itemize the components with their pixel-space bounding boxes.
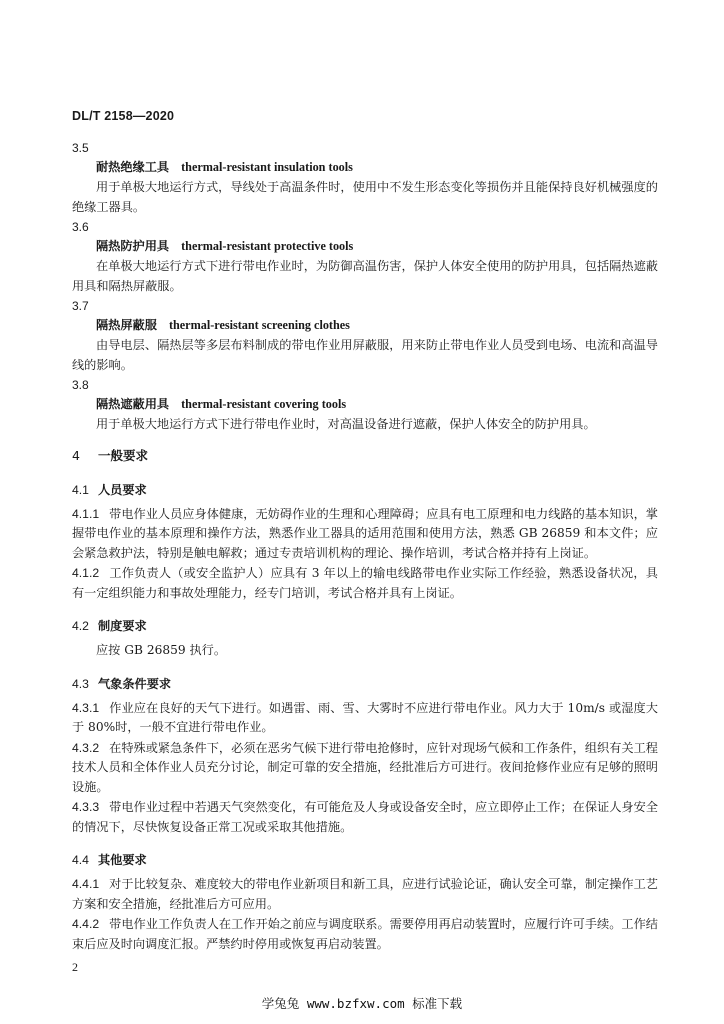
clause	[72, 505, 658, 564]
term-definition: 用于单极大地运行方式，导线处于高温条件时，使用中不发生形态变化等损伤并且能保持良好机械强度的绝缘工器具。	[72, 180, 658, 214]
section-title: 一般要求	[98, 447, 149, 463]
clause-text: 作业应在良好的天气下进行。如遇雷、雨、雪、大雾时不应进行带电作业。风力大于 10m/s 或湿度大于 80%时，一般不宜进行带电作业。	[72, 700, 658, 734]
watermark: 学兔兔 www.bzfxw.com 标准下载	[261, 996, 463, 1011]
subsection-title: 其他要求	[98, 853, 147, 867]
clause-number: 4.3.1	[72, 700, 100, 715]
section-number: 4	[72, 447, 80, 463]
clause-text: 带电作业人员应身体健康，无妨碍作业的生理和心理障碍；应具有电工原理和电力线路的基本知识，掌握带电作业的基本原理和操作方法，熟悉作业工器具的适用范围和使用方法，熟悉 GB 26859 和本文件；应会紧急救护法，特别是触电解救；通过专责培训机构的理论、操作培训，考试合格并持有上岗证。	[72, 506, 658, 560]
paragraph: 应按 GB 26859 执行。	[96, 643, 227, 657]
subsection-heading	[72, 481, 658, 499]
clause	[72, 915, 658, 954]
term-heading	[72, 237, 658, 256]
page-content	[72, 138, 658, 954]
clause-number: 4.1.1	[72, 506, 100, 521]
term-heading	[72, 395, 658, 414]
clause	[72, 564, 658, 603]
term-heading	[72, 158, 658, 177]
clause	[72, 739, 658, 798]
term-zh: 隔热防护用具	[96, 239, 170, 253]
subsection-number: 4.1	[72, 482, 89, 497]
term-number: 3.6	[72, 220, 89, 234]
clause-text: 带电作业工作负责人在工作开始之前应与调度联系。需要停用再启动装置时，应履行许可手续。工作结束后应及时向调度汇报。严禁约时停用或恢复再启动装置。	[72, 917, 658, 951]
clause-text: 工作负责人（或安全监护人）应具有 3 年以上的输电线路带电作业实际工作经验，熟悉设备状况，具有一定组织能力和事故处理能力，经专门培训，考试合格并具有上岗证。	[72, 566, 658, 600]
subsection-number: 4.2	[72, 619, 89, 633]
subsection-title: 气象条件要求	[98, 676, 172, 691]
subsection-heading	[72, 851, 658, 869]
clause-number: 4.3.3	[72, 800, 100, 814]
term-number: 3.5	[72, 141, 89, 155]
term-zh: 耐热绝缘工具	[96, 160, 170, 174]
term-zh: 隔热屏蔽服	[96, 318, 157, 332]
clause-number: 4.3.2	[72, 740, 100, 755]
clause-number: 4.4.1	[72, 877, 100, 891]
term-definition: 由导电层、隔热层等多层布料制成的带电作业用屏蔽服，用来防止带电作业人员受到电场、电流和高温导线的影响。	[72, 338, 658, 372]
term-en: thermal-resistant covering tools	[181, 397, 347, 411]
term-definition: 用于单极大地运行方式下进行带电作业时，对高温设备进行遮蔽，保护人体安全的防护用具。	[96, 417, 596, 431]
term-en: thermal-resistant screening clothes	[168, 318, 350, 332]
term-number: 3.8	[72, 378, 89, 392]
subsection-title: 制度要求	[98, 619, 147, 633]
term-zh: 隔热遮蔽用具	[96, 397, 170, 411]
term-en: thermal-resistant insulation tools	[181, 160, 353, 174]
subsection-number: 4.3	[72, 676, 89, 691]
section-heading	[72, 447, 658, 465]
clause-text: 在特殊或紧急条件下，必须在恶劣气候下进行带电抢修时，应针对现场气候和工作条件，组织有关工程技术人员和全体作业人员充分讨论，制定可靠的安全措施，经批准后方可进行。夜间抢修作业应有足够的照明设施。	[72, 740, 658, 794]
clause-text: 对于比较复杂、难度较大的带电作业新项目和新工具，应进行试验论证，确认安全可靠，制定操作工艺方案和安全措施，经批准后方可应用。	[72, 877, 658, 911]
clause-text: 带电作业过程中若遇天气突然变化，有可能危及人身或设备安全时，应立即停止工作；在保证人身安全的情况下，尽快恢复设备正常工况或采取其他措施。	[72, 800, 658, 834]
term-number: 3.7	[72, 299, 89, 313]
page-number: 2	[72, 960, 78, 974]
clause-number: 4.1.2	[72, 566, 100, 580]
term-en: thermal-resistant protective tools	[181, 239, 354, 253]
standard-code: DL/T 2158—2020	[72, 109, 175, 123]
clause	[72, 875, 658, 914]
subsection-title: 人员要求	[98, 482, 147, 497]
term-definition: 在单极大地运行方式下进行带电作业时，为防御高温伤害，保护人体安全使用的防护用具，包括隔热遮蔽用具和隔热屏蔽服。	[72, 259, 658, 293]
term-heading	[72, 316, 658, 335]
clause-number: 4.4.2	[72, 917, 100, 931]
clause	[72, 699, 658, 738]
subsection-heading	[72, 675, 658, 693]
clause	[72, 798, 658, 837]
subsection-number: 4.4	[72, 853, 89, 867]
subsection-heading	[72, 617, 658, 635]
